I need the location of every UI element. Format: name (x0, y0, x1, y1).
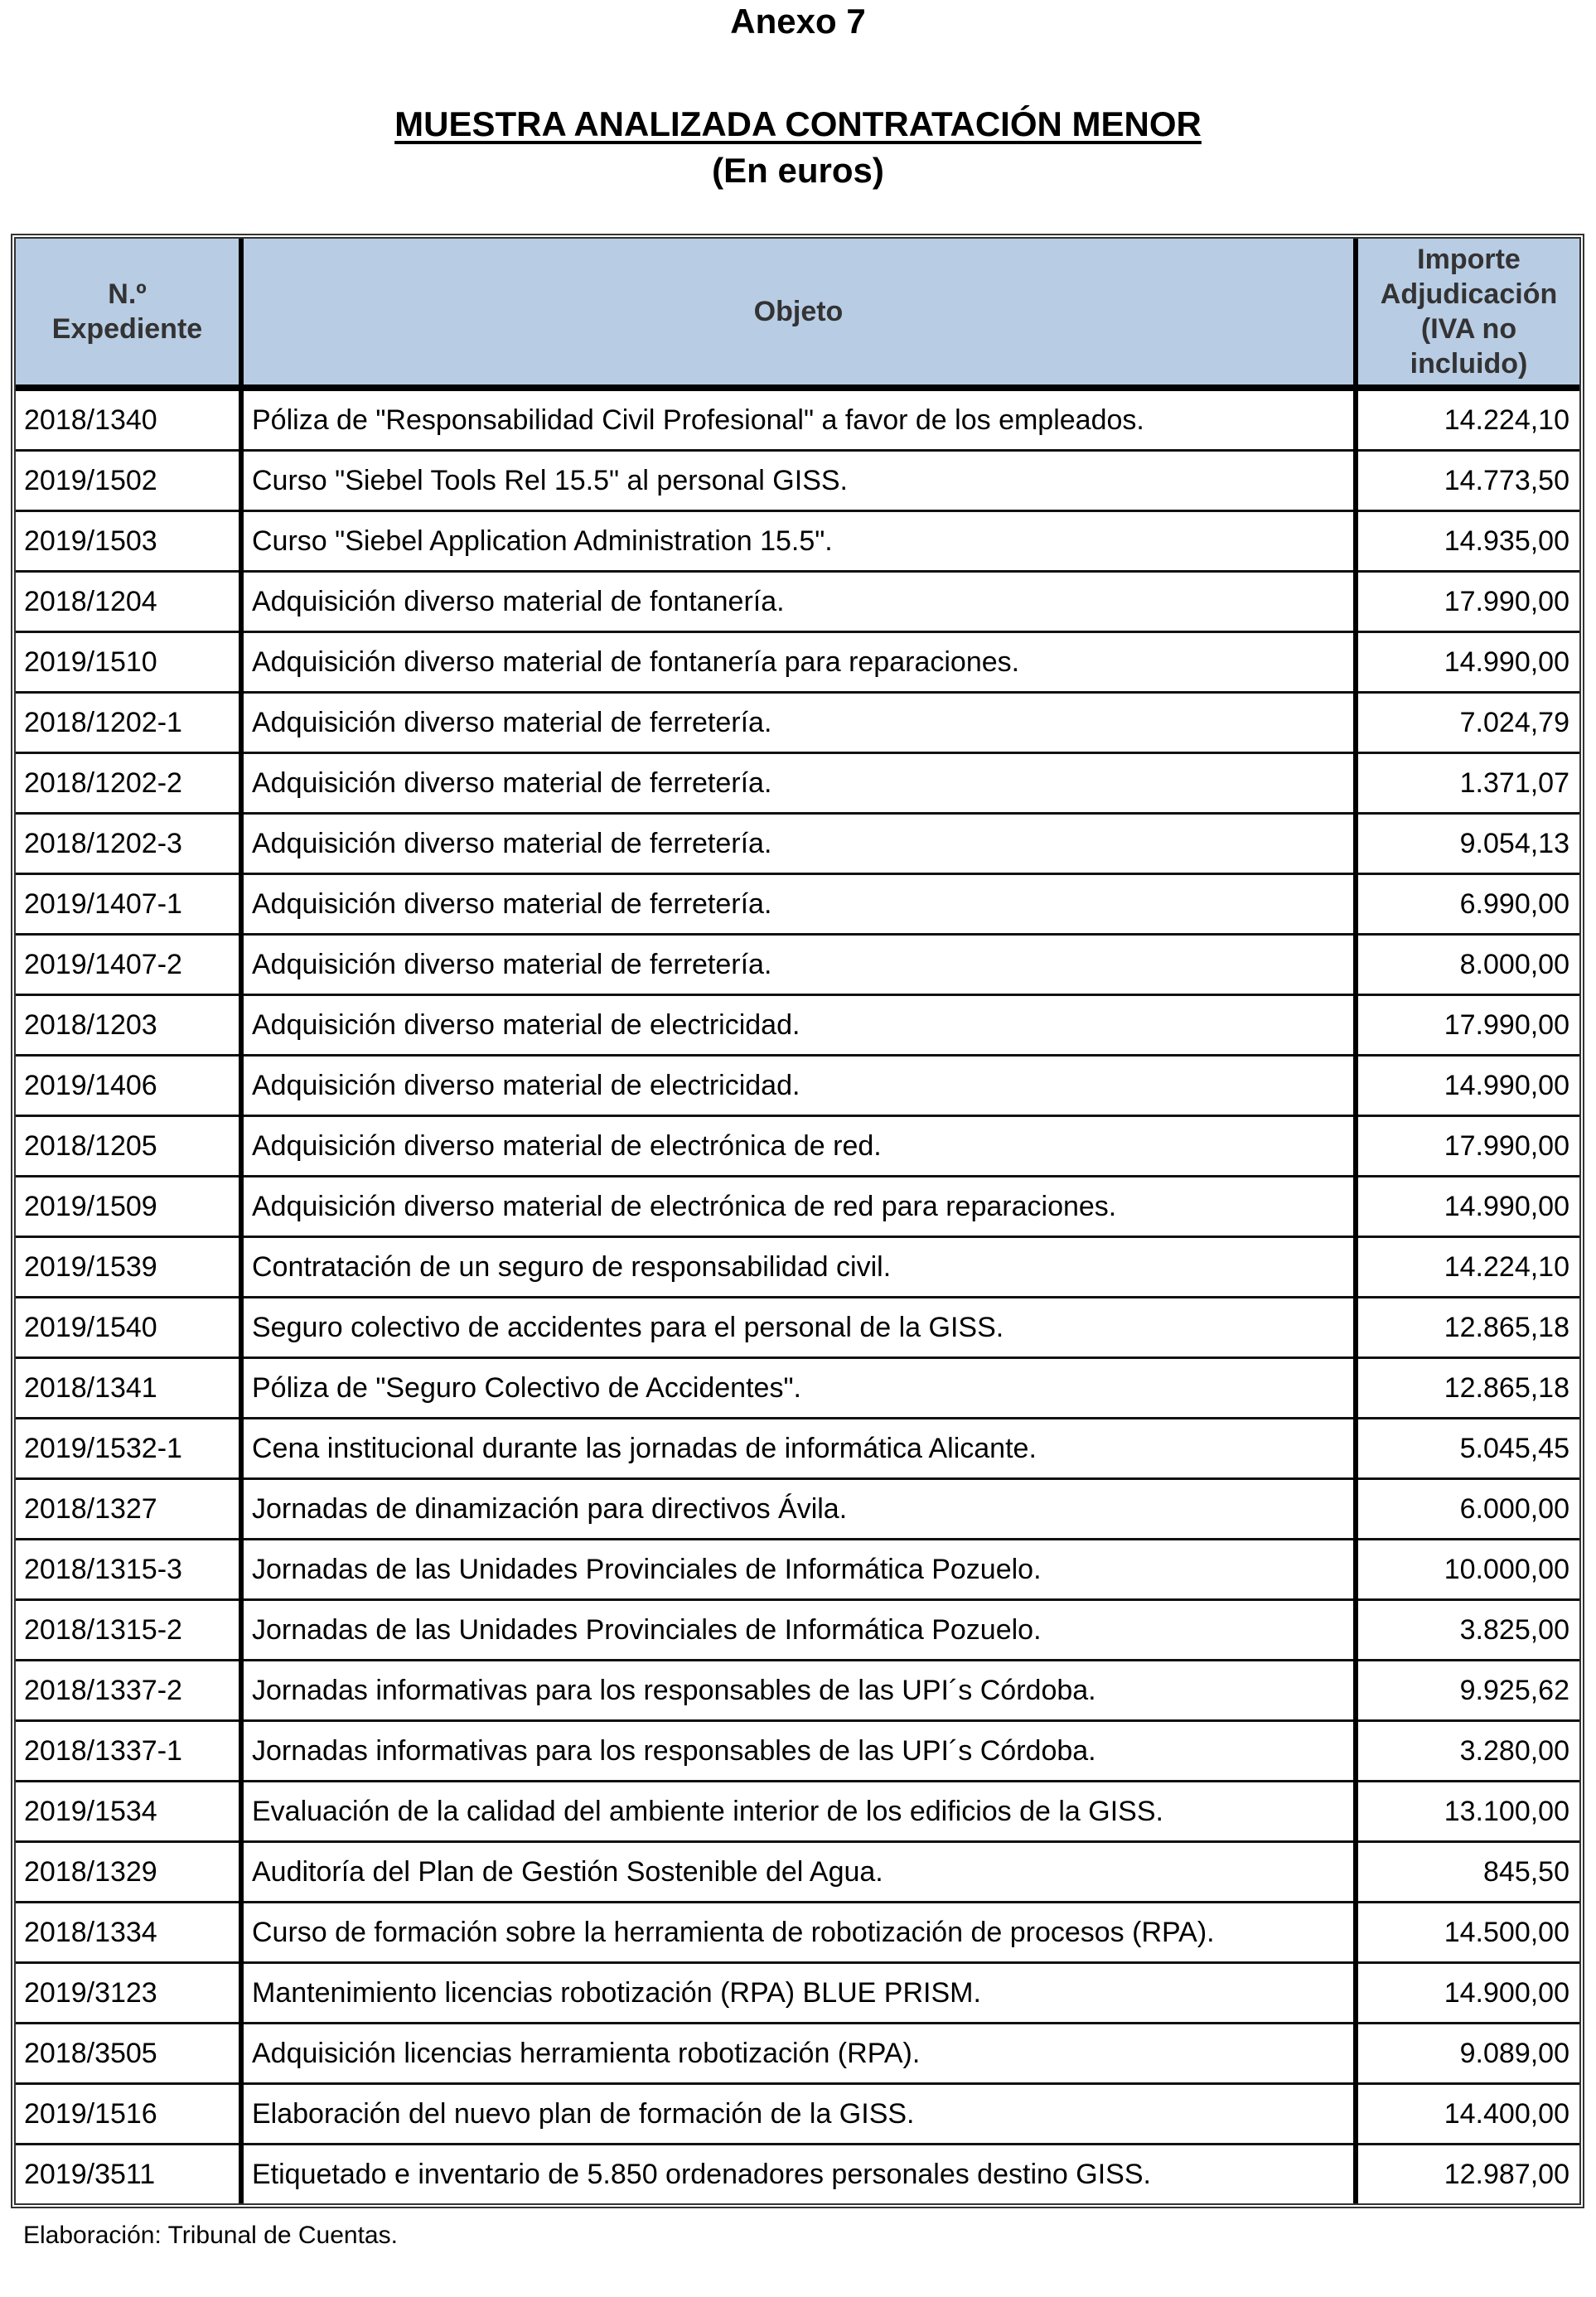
cell-importe: 14.500,00 (1356, 1903, 1579, 1963)
cell-objeto: Adquisición diverso material de ferretería. (241, 814, 1356, 874)
cell-expediente: 2018/3505 (16, 2024, 241, 2084)
cell-expediente: 2019/1502 (16, 451, 241, 511)
cell-objeto: Jornadas de las Unidades Provinciales de Informática Pozuelo. (241, 1600, 1356, 1661)
table-row (16, 451, 1579, 511)
contracts-table-container (11, 234, 1584, 2208)
cell-expediente: 2018/1337-1 (16, 1721, 241, 1782)
cell-expediente: 2018/1315-2 (16, 1600, 241, 1661)
cell-expediente: 2018/1341 (16, 1358, 241, 1419)
table-row (16, 935, 1579, 995)
cell-importe: 8.000,00 (1356, 935, 1579, 995)
table-row (16, 1419, 1579, 1479)
table-row (16, 874, 1579, 935)
cell-importe: 6.990,00 (1356, 874, 1579, 935)
cell-expediente: 2018/1203 (16, 995, 241, 1056)
cell-expediente: 2019/1407-1 (16, 874, 241, 935)
cell-importe: 17.990,00 (1356, 995, 1579, 1056)
header-line: (IVA no (1420, 313, 1517, 345)
cell-objeto: Póliza de "Responsabilidad Civil Profesional" a favor de los empleados. (241, 388, 1356, 451)
cell-expediente: 2018/1327 (16, 1479, 241, 1540)
cell-expediente: 2019/1532-1 (16, 1419, 241, 1479)
cell-expediente: 2019/1534 (16, 1782, 241, 1842)
cell-importe: 14.935,00 (1356, 511, 1579, 572)
table-row (16, 1116, 1579, 1177)
table-row (16, 693, 1579, 753)
contracts-table (16, 239, 1579, 2203)
table-row (16, 1600, 1579, 1661)
page-subtitle: (En euros) (712, 151, 884, 190)
cell-expediente: 2019/1516 (16, 2084, 241, 2145)
cell-importe: 7.024,79 (1356, 693, 1579, 753)
source-note: Elaboración: Tribunal de Cuentas. (23, 2222, 398, 2249)
cell-importe: 10.000,00 (1356, 1540, 1579, 1600)
cell-importe: 14.990,00 (1356, 632, 1579, 693)
table-row (16, 814, 1579, 874)
cell-expediente: 2018/1337-2 (16, 1661, 241, 1721)
column-header-importe (1356, 239, 1579, 388)
cell-expediente: 2018/1340 (24, 404, 157, 436)
cell-expediente: 2018/1334 (16, 1903, 241, 1963)
cell-importe: 9.925,62 (1356, 1661, 1579, 1721)
cell-expediente: 2018/1329 (16, 1842, 241, 1903)
table-row (16, 2024, 1579, 2084)
cell-importe: 3.280,00 (1356, 1721, 1579, 1782)
cell-importe: 9.089,00 (1356, 2024, 1579, 2084)
cell-objeto: Jornadas informativas para los responsables de las UPI´s Córdoba. (241, 1661, 1356, 1721)
header-line: Expediente (51, 313, 203, 345)
table-row (16, 1237, 1579, 1298)
header-line: N.º (108, 278, 147, 310)
cell-importe: 14.224,10 (1356, 1237, 1579, 1298)
table-row (16, 1782, 1579, 1842)
cell-importe: 845,50 (1356, 1842, 1579, 1903)
cell-objeto: Seguro colectivo de accidentes para el personal de la GISS. (241, 1298, 1356, 1358)
cell-importe: 3.825,00 (1356, 1600, 1579, 1661)
cell-objeto: Adquisición licencias herramienta robotización (RPA). (241, 2024, 1356, 2084)
header-line: Adjudicación (1380, 278, 1558, 310)
cell-importe: 1.371,07 (1356, 753, 1579, 814)
table-row (16, 1721, 1579, 1782)
table-row (16, 2145, 1579, 2204)
cell-objeto: Contratación de un seguro de responsabilidad civil. (241, 1237, 1356, 1298)
cell-expediente: 2019/1406 (16, 1056, 241, 1116)
cell-importe: 17.990,00 (1356, 572, 1579, 632)
cell-expediente: 2019/1539 (16, 1237, 241, 1298)
cell-expediente: 2019/1407-2 (16, 935, 241, 995)
cell-objeto: Adquisición diverso material de electricidad. (241, 1056, 1356, 1116)
cell-expediente: 2019/1540 (16, 1298, 241, 1358)
table-row (16, 1177, 1579, 1237)
cell-importe: 12.865,18 (1356, 1298, 1579, 1358)
cell-expediente: 2019/1503 (16, 511, 241, 572)
table-header (16, 239, 1579, 388)
column-header-objeto: Objeto (241, 239, 1356, 388)
cell-objeto: Evaluación de la calidad del ambiente interior de los edificios de la GISS. (241, 1782, 1356, 1842)
cell-expediente: 2019/1510 (16, 632, 241, 693)
header-line: Importe (1417, 244, 1521, 275)
cell-objeto: Curso "Siebel Tools Rel 15.5" al personal GISS. (241, 451, 1356, 511)
cell-objeto: Jornadas informativas para los responsables de las UPI´s Córdoba. (241, 1721, 1356, 1782)
table-row (16, 388, 1579, 451)
table-row (16, 511, 1579, 572)
cell-objeto: Adquisición diverso material de electrónica de red para reparaciones. (241, 1177, 1356, 1237)
cell-importe: 12.865,18 (1356, 1358, 1579, 1419)
table-row (16, 1963, 1579, 2024)
cell-objeto: Auditoría del Plan de Gestión Sostenible del Agua. (241, 1842, 1356, 1903)
cell-importe: 14.773,50 (1356, 451, 1579, 511)
table-row (16, 632, 1579, 693)
annex-label: Anexo 7 (730, 2, 866, 41)
cell-expediente: 2018/1204 (16, 572, 241, 632)
cell-expediente: 2018/1205 (16, 1116, 241, 1177)
table-row (16, 1298, 1579, 1358)
cell-importe: 9.054,13 (1356, 814, 1579, 874)
table-row (16, 2084, 1579, 2145)
table-row (16, 1661, 1579, 1721)
cell-importe: 14.990,00 (1356, 1056, 1579, 1116)
table-row (16, 753, 1579, 814)
table-row (16, 572, 1579, 632)
cell-objeto: Cena institucional durante las jornadas de informática Alicante. (241, 1419, 1356, 1479)
table-body (16, 388, 1579, 2203)
cell-expediente: 2019/1509 (16, 1177, 241, 1237)
cell-objeto: Adquisición diverso material de ferretería. (241, 753, 1356, 814)
column-header-expediente (16, 239, 241, 388)
table-row (16, 1479, 1579, 1540)
cell-objeto: Adquisición diverso material de ferretería. (241, 693, 1356, 753)
cell-objeto: Adquisición diverso material de electrónica de red. (241, 1116, 1356, 1177)
table-row (16, 1540, 1579, 1600)
cell-objeto: Jornadas de dinamización para directivos Ávila. (241, 1479, 1356, 1540)
header-line: incluido) (1410, 348, 1528, 380)
cell-objeto: Adquisición diverso material de electricidad. (241, 995, 1356, 1056)
cell-objeto: Etiquetado e inventario de 5.850 ordenadores personales destino GISS. (241, 2145, 1356, 2204)
cell-importe: 14.990,00 (1356, 1177, 1579, 1237)
page-title (0, 101, 1596, 147)
cell-expediente: 2019/3511 (16, 2145, 241, 2204)
cell-objeto: Mantenimiento licencias robotización (RPA) BLUE PRISM. (241, 1963, 1356, 2024)
table-row (16, 995, 1579, 1056)
page-title-text: MUESTRA ANALIZADA CONTRATACIÓN MENOR (394, 104, 1202, 143)
cell-importe: 14.224,10 (1356, 388, 1579, 451)
cell-expediente: 2018/1202-1 (16, 693, 241, 753)
cell-importe: 17.990,00 (1356, 1116, 1579, 1177)
cell-expediente: 2019/3123 (16, 1963, 241, 2024)
cell-objeto: Jornadas de las Unidades Provinciales de Informática Pozuelo. (241, 1540, 1356, 1600)
cell-objeto: Curso de formación sobre la herramienta de robotización de procesos (RPA). (241, 1903, 1356, 1963)
cell-objeto: Adquisición diverso material de fontanería para reparaciones. (241, 632, 1356, 693)
cell-importe: 6.000,00 (1356, 1479, 1579, 1540)
table-row (16, 1903, 1579, 1963)
cell-objeto: Curso "Siebel Application Administration 15.5". (241, 511, 1356, 572)
cell-objeto: Elaboración del nuevo plan de formación de la GISS. (241, 2084, 1356, 2145)
table-row (16, 1056, 1579, 1116)
cell-objeto: Adquisición diverso material de ferretería. (241, 874, 1356, 935)
cell-importe: 12.987,00 (1356, 2145, 1579, 2204)
cell-importe: 5.045,45 (1356, 1419, 1579, 1479)
cell-importe: 14.400,00 (1356, 2084, 1579, 2145)
cell-expediente: 2018/1202-2 (16, 753, 241, 814)
cell-objeto: Adquisición diverso material de ferretería. (241, 935, 1356, 995)
cell-objeto: Adquisición diverso material de fontanería. (241, 572, 1356, 632)
table-row (16, 1358, 1579, 1419)
cell-importe: 13.100,00 (1356, 1782, 1579, 1842)
cell-expediente: 2018/1202-3 (16, 814, 241, 874)
cell-expediente: 2018/1315-3 (16, 1540, 241, 1600)
cell-objeto: Póliza de "Seguro Colectivo de Accidentes". (241, 1358, 1356, 1419)
table-row (16, 1842, 1579, 1903)
cell-importe: 14.900,00 (1356, 1963, 1579, 2024)
